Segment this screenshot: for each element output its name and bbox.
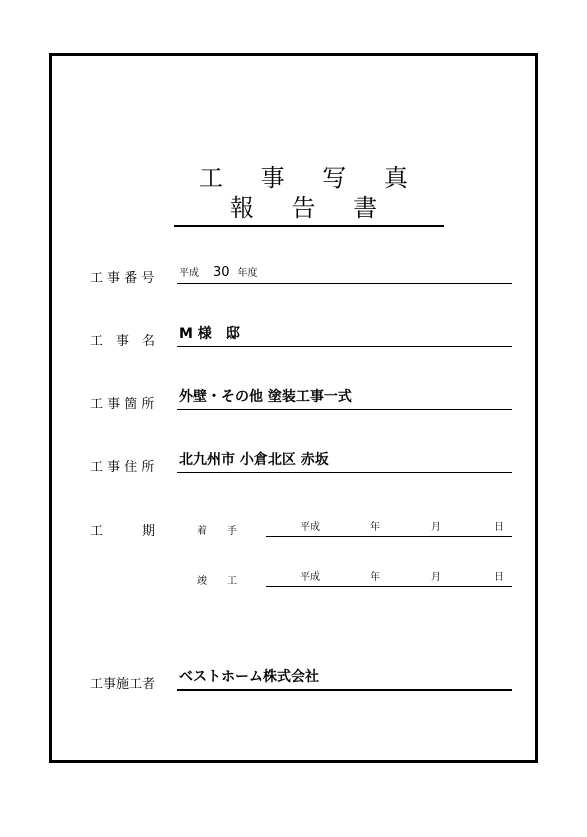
label-construction-address: 工 事 住 所 <box>90 460 155 475</box>
label-construction-period: 工 期 <box>90 524 156 539</box>
construction-name-value: M 様 邸 <box>179 326 240 342</box>
construction-location-value: 外壁・その他 塗装工事一式 <box>179 389 352 405</box>
period-end-day: 日 <box>494 572 504 583</box>
period-start-year: 年 <box>370 522 380 533</box>
period-end-era: 平成 <box>300 572 320 583</box>
construction-address-value: 北九州市 小倉北区 赤坂 <box>179 452 329 468</box>
field-construction-address <box>177 450 512 473</box>
period-end-year: 年 <box>370 572 380 583</box>
field-period-start <box>266 518 512 537</box>
construction-number-era: 平成 <box>179 268 199 279</box>
document-title: 工 事 写 真 報 告 書 <box>174 163 444 227</box>
label-contractor: 工事施工者 <box>90 677 156 692</box>
label-construction-number: 工 事 番 号 <box>90 271 155 286</box>
construction-number-year: 30 <box>213 265 230 280</box>
field-period-end <box>266 568 512 587</box>
label-period-start: 着 手 <box>197 526 237 537</box>
field-contractor <box>177 667 512 691</box>
construction-number-suffix: 年度 <box>237 268 258 279</box>
label-period-end: 竣 工 <box>197 576 237 587</box>
period-start-day: 日 <box>494 522 504 533</box>
field-construction-location <box>177 387 512 410</box>
construction-number-value <box>179 264 258 280</box>
period-start-month: 月 <box>431 522 441 533</box>
period-end-month: 月 <box>431 572 441 583</box>
field-construction-number <box>177 261 512 284</box>
document-frame <box>49 53 538 763</box>
label-construction-name: 工 事 名 <box>90 334 156 349</box>
label-construction-location: 工 事 箇 所 <box>90 397 155 412</box>
contractor-value: ベストホーム株式会社 <box>179 669 319 685</box>
field-construction-name <box>177 324 512 347</box>
period-start-era: 平成 <box>300 522 320 533</box>
